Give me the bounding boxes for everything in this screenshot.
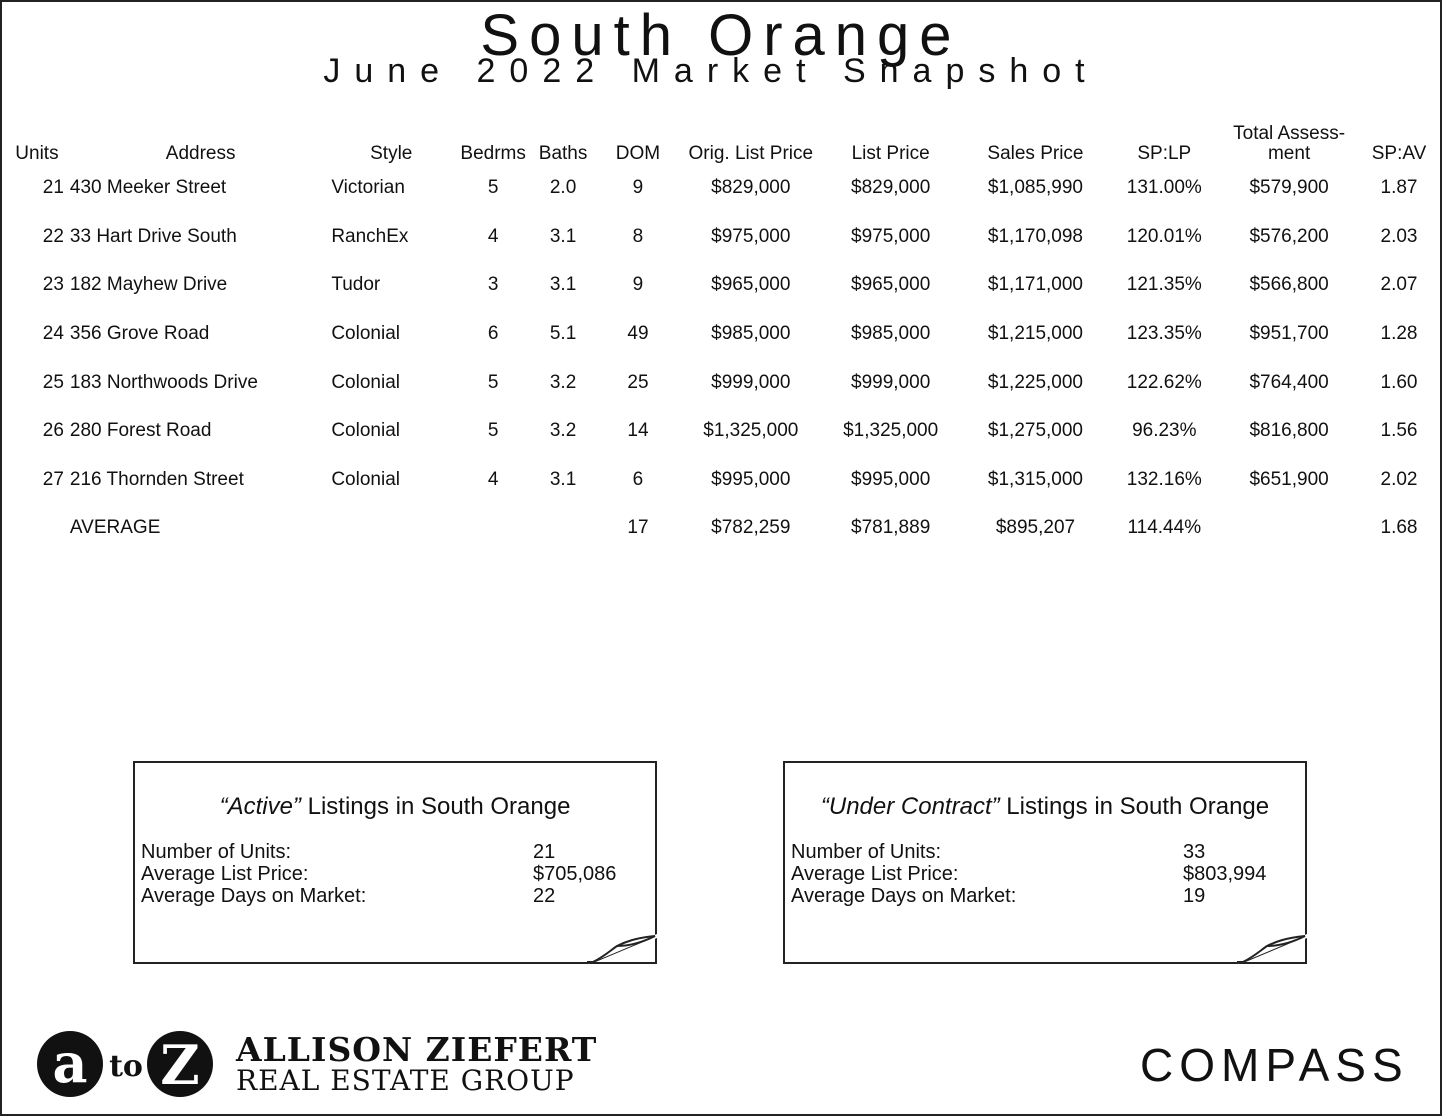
page-subtitle: June 2022 Market Snapshot	[323, 52, 1099, 90]
cell-dom: 9	[632, 177, 644, 199]
logo-word-to: to	[109, 1049, 143, 1084]
average-label: AVERAGE	[69, 517, 161, 539]
active-card-title-rest: Listings in South Orange	[300, 793, 571, 820]
cell-ta: $576,200	[1249, 225, 1329, 247]
average-sp-lp: 114.44%	[1127, 517, 1202, 539]
cell-splp: 120.01%	[1126, 225, 1202, 247]
average-bedrms	[451, 504, 535, 553]
contract-price-row	[791, 863, 1266, 885]
cell-units: 22	[42, 225, 64, 247]
active-dom-label: Average Days on Market:	[141, 885, 367, 907]
cell-ta: $764,400	[1249, 371, 1329, 393]
active-dom-row	[141, 885, 555, 907]
active-units-value: 21	[533, 841, 556, 863]
average-style	[331, 504, 451, 553]
cell-bedrms: 5	[487, 420, 499, 442]
cell-spav: 1.28	[1380, 323, 1418, 345]
cell-splp: 123.35%	[1126, 323, 1202, 345]
cell-address: 33 Hart Drive South	[69, 225, 237, 247]
cell-sp: $1,215,000	[987, 323, 1083, 345]
table-header-row	[4, 108, 1442, 164]
cell-bedrms: 6	[487, 323, 499, 345]
col-sp-lp: SP:LP	[1137, 143, 1192, 164]
cell-ta: $816,800	[1249, 420, 1329, 442]
cell-lp: $829,000	[851, 177, 931, 199]
active-price-value: $705,086	[533, 863, 617, 885]
contract-price-value: $803,994	[1183, 863, 1267, 885]
cell-lp: $975,000	[851, 225, 931, 247]
average-total-assessment	[1222, 504, 1356, 553]
cell-ta: $566,800	[1249, 274, 1329, 296]
cell-splp: 122.62%	[1126, 371, 1202, 393]
col-units: Units	[15, 143, 59, 164]
cell-ta: $651,900	[1249, 468, 1329, 490]
active-listings-card	[133, 761, 657, 964]
page-title: South Orange	[480, 3, 962, 68]
active-units-label: Number of Units:	[141, 841, 292, 863]
cell-baths: 3.2	[549, 371, 577, 393]
cell-spav: 2.02	[1380, 468, 1418, 490]
cell-olp: $829,000	[711, 177, 791, 199]
col-address: Address	[165, 143, 236, 164]
market-table	[4, 108, 1442, 553]
average-list-price: $781,889	[851, 517, 931, 539]
cell-dom: 49	[627, 323, 649, 345]
cell-address: 183 Northwoods Drive	[69, 371, 258, 393]
cell-olp: $999,000	[711, 371, 791, 393]
cell-splp: 121.35%	[1126, 274, 1202, 296]
cell-dom: 9	[632, 274, 644, 296]
active-price-row	[141, 863, 616, 885]
cell-lp: $965,000	[851, 274, 931, 296]
cell-sp: $1,170,098	[987, 225, 1083, 247]
contract-dom-row	[791, 885, 1205, 907]
average-row	[4, 504, 1442, 553]
col-list-price: List Price	[851, 143, 930, 164]
cell-sp: $1,275,000	[987, 420, 1083, 442]
cell-baths: 3.1	[549, 468, 577, 490]
cell-baths: 3.1	[549, 225, 577, 247]
cell-lp: $995,000	[851, 468, 931, 490]
contract-card-title-em: “Under Contract”	[820, 793, 1000, 820]
logo-letter-a: a	[52, 1031, 88, 1095]
cell-units: 24	[42, 323, 64, 345]
cell-olp: $965,000	[711, 274, 791, 296]
cell-units: 27	[42, 468, 64, 490]
contract-card-title-rest: Listings in South Orange	[999, 793, 1270, 820]
cell-spav: 1.60	[1380, 371, 1418, 393]
cell-spav: 2.03	[1380, 225, 1418, 247]
cell-baths: 3.1	[549, 274, 577, 296]
table-row	[4, 456, 1442, 505]
cell-units: 26	[42, 420, 64, 442]
cell-olp: $985,000	[711, 323, 791, 345]
cell-address: 430 Meeker Street	[69, 177, 227, 199]
cell-bedrms: 4	[487, 225, 499, 247]
cell-spav: 1.56	[1380, 420, 1418, 442]
contract-dom-label: Average Days on Market:	[791, 885, 1017, 907]
average-sp-av: 1.68	[1380, 517, 1418, 539]
col-sp-av: SP:AV	[1371, 143, 1427, 164]
cell-baths: 3.2	[549, 420, 577, 442]
table-row	[4, 164, 1442, 213]
cell-style: Colonial	[331, 371, 400, 393]
cell-address: 216 Thornden Street	[69, 468, 244, 490]
page-curl-icon	[587, 934, 657, 964]
table-body	[4, 164, 1442, 504]
cell-units: 23	[42, 274, 64, 296]
table-row	[4, 358, 1442, 407]
col-total-assessment-line2: ment	[1267, 143, 1311, 164]
cell-splp: 131.00%	[1126, 177, 1202, 199]
contract-units-label: Number of Units:	[791, 841, 942, 863]
contract-units-value: 33	[1183, 841, 1206, 863]
cell-dom: 14	[627, 420, 649, 442]
cell-sp: $1,315,000	[987, 468, 1083, 490]
active-units-row	[141, 841, 555, 863]
cell-bedrms: 5	[487, 177, 499, 199]
col-total-assessment	[1222, 108, 1356, 164]
cell-units: 21	[42, 177, 64, 199]
cell-ta: $579,900	[1249, 177, 1329, 199]
cell-sp: $1,171,000	[987, 274, 1083, 296]
logo-letter-z: Z	[160, 1033, 200, 1097]
average-orig-list-price: $782,259	[711, 517, 791, 539]
table-row	[4, 407, 1442, 456]
table-row	[4, 213, 1442, 262]
active-price-label: Average List Price:	[141, 863, 309, 885]
active-card-title	[135, 793, 655, 821]
compass-logo: COMPASS	[1140, 1039, 1409, 1091]
cell-address: 356 Grove Road	[69, 323, 210, 345]
cell-style: Victorian	[331, 177, 405, 199]
cell-olp: $975,000	[711, 225, 791, 247]
cell-spav: 1.87	[1380, 177, 1418, 199]
under-contract-listings-card	[783, 761, 1307, 964]
cell-dom: 6	[632, 468, 644, 490]
brand-name: ALLISON ZIEFERT	[236, 1030, 598, 1069]
contract-units-row	[791, 841, 1205, 863]
cell-ta: $951,700	[1249, 323, 1329, 345]
cell-style: Colonial	[331, 323, 400, 345]
brand-subtitle: REAL ESTATE GROUP	[236, 1064, 575, 1097]
cell-baths: 2.0	[549, 177, 577, 199]
col-sales-price: Sales Price	[987, 143, 1084, 164]
cell-lp: $999,000	[851, 371, 931, 393]
cell-splp: 96.23%	[1132, 420, 1197, 442]
cell-units: 25	[42, 371, 64, 393]
col-dom: DOM	[615, 143, 661, 164]
cell-bedrms: 5	[487, 371, 499, 393]
contract-price-label: Average List Price:	[791, 863, 959, 885]
col-total-assessment-line1: Total Assess-	[1233, 123, 1346, 144]
contract-dom-value: 19	[1183, 885, 1206, 907]
cell-dom: 25	[627, 371, 649, 393]
cell-olp: $995,000	[711, 468, 791, 490]
table-row	[4, 261, 1442, 310]
col-orig-list-price: Orig. List Price	[688, 143, 814, 164]
contract-card-title	[785, 793, 1305, 821]
cell-bedrms: 4	[487, 468, 499, 490]
cell-lp: $985,000	[851, 323, 931, 345]
cell-lp: $1,325,000	[843, 420, 939, 442]
cell-style: Colonial	[331, 468, 400, 490]
a-to-z-logo	[36, 1030, 216, 1098]
cell-baths: 5.1	[549, 323, 577, 345]
cell-splp: 132.16%	[1126, 468, 1202, 490]
col-style: Style	[370, 143, 413, 164]
col-baths: Baths	[538, 143, 588, 164]
cell-style: RanchEx	[331, 225, 409, 247]
cell-style: Colonial	[331, 420, 400, 442]
cell-sp: $1,225,000	[987, 371, 1083, 393]
average-sales-price: $895,207	[995, 517, 1076, 539]
cell-sp: $1,085,990	[987, 177, 1083, 199]
cell-address: 182 Mayhew Drive	[69, 274, 228, 296]
cell-spav: 2.07	[1380, 274, 1418, 296]
active-card-title-em: “Active”	[219, 793, 301, 820]
page-curl-icon	[1237, 934, 1307, 964]
average-dom: 17	[627, 517, 649, 539]
cell-bedrms: 3	[487, 274, 499, 296]
active-dom-value: 22	[533, 885, 556, 907]
cell-style: Tudor	[331, 274, 381, 296]
table-row	[4, 310, 1442, 359]
col-bedrms: Bedrms	[460, 143, 526, 164]
average-units	[4, 504, 70, 553]
cell-address: 280 Forest Road	[69, 420, 212, 442]
cell-dom: 8	[632, 225, 644, 247]
average-baths	[535, 504, 591, 553]
cell-olp: $1,325,000	[703, 420, 799, 442]
